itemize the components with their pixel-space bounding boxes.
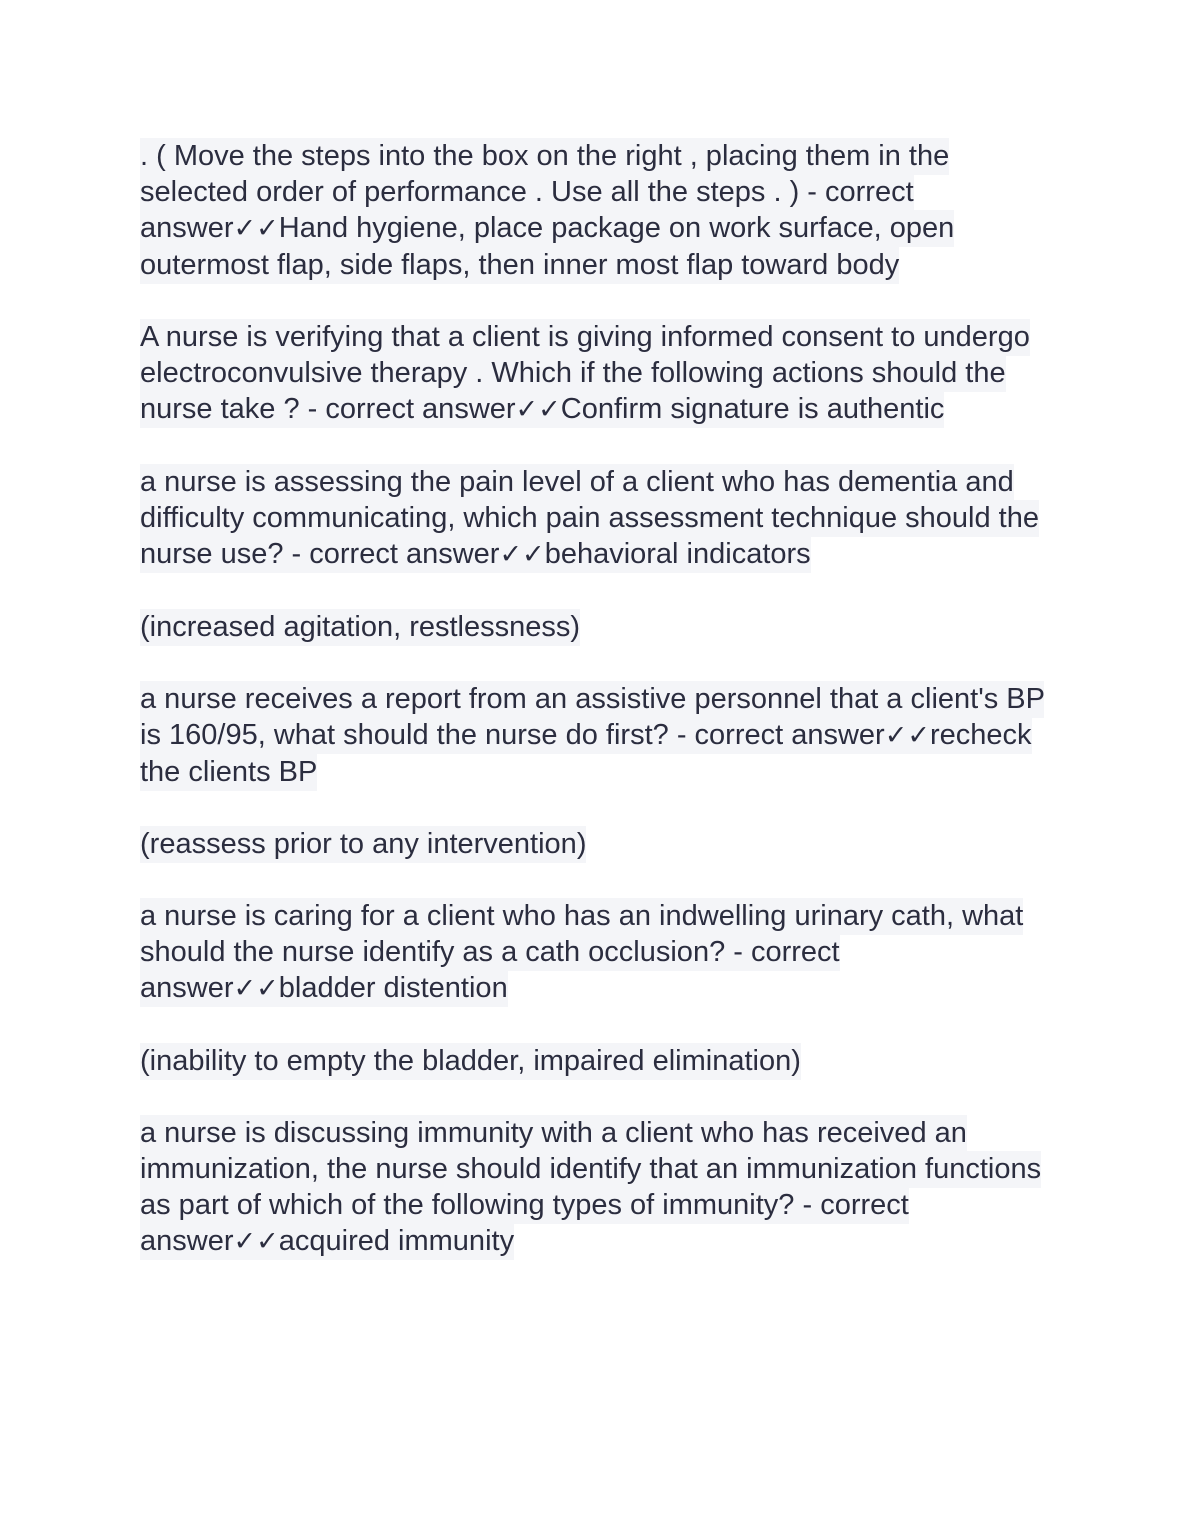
qa-paragraph	[140, 138, 1050, 283]
check-mark-icon: ✓✓	[233, 213, 279, 244]
qa-paragraph	[140, 681, 1050, 790]
qa-paragraph	[140, 1115, 1050, 1260]
question-text: A nurse is verifying that a client is giving informed consent to undergo electroconvulsive therapy . Which if the following actions should the nurse take ? - correct answer	[140, 321, 1030, 425]
document-body	[140, 138, 1050, 1296]
check-mark-icon: ✓✓	[233, 1226, 279, 1257]
check-mark-icon: ✓✓	[233, 973, 279, 1004]
answer-text: acquired immunity	[278, 1225, 515, 1257]
qa-text	[140, 681, 1044, 791]
question-text: a nurse is discussing immunity with a client who has received an immunization, the nurse should identify that an immunization functions as part of which of the following types of immunity? - correct answer	[140, 1117, 1042, 1257]
qa-paragraph	[140, 464, 1050, 573]
rationale-paragraph	[140, 1043, 1050, 1079]
question-text: a nurse is assessing the pain level of a client who has dementia and difficulty communicating, which pain assessment technique should the nurse use? - correct answer	[140, 466, 1039, 570]
qa-text	[140, 1115, 1041, 1260]
answer-text: behavioral indicators	[544, 538, 811, 570]
qa-text	[140, 898, 1023, 1007]
rationale-paragraph	[140, 826, 1050, 862]
qa-paragraph	[140, 898, 1050, 1007]
answer-text: bladder distention	[278, 972, 508, 1004]
qa-text	[140, 138, 954, 284]
answer-text: Hand hygiene, place package on work surface, open outermost flap, side flaps, then inner most flap toward body	[140, 212, 955, 281]
check-mark-icon: ✓✓	[499, 539, 545, 570]
rationale-text: (reassess prior to any intervention)	[140, 826, 586, 863]
question-text: . ( Move the steps into the box on the right , placing them in the selected order of performance . Use all the steps . ) - correct answer	[140, 140, 950, 244]
question-text: a nurse receives a report from an assistive personnel that a client's BP is 160/95, what should the nurse do first? - correct answer	[140, 683, 1045, 751]
qa-text	[140, 319, 1030, 428]
answer-text: recheck the clients BP	[140, 719, 1032, 788]
rationale-text: (increased agitation, restlessness)	[140, 609, 580, 646]
rationale-text: (inability to empty the bladder, impaired elimination)	[140, 1043, 801, 1080]
rationale-paragraph	[140, 609, 1050, 645]
answer-text: Confirm signature is authentic	[560, 393, 945, 425]
question-text: a nurse is caring for a client who has an indwelling urinary cath, what should the nurse identify as a cath occlusion? - correct answer	[140, 900, 1024, 1004]
check-mark-icon: ✓✓	[515, 394, 561, 425]
qa-paragraph	[140, 319, 1050, 428]
qa-text	[140, 464, 1039, 573]
check-mark-icon: ✓✓	[884, 720, 930, 751]
